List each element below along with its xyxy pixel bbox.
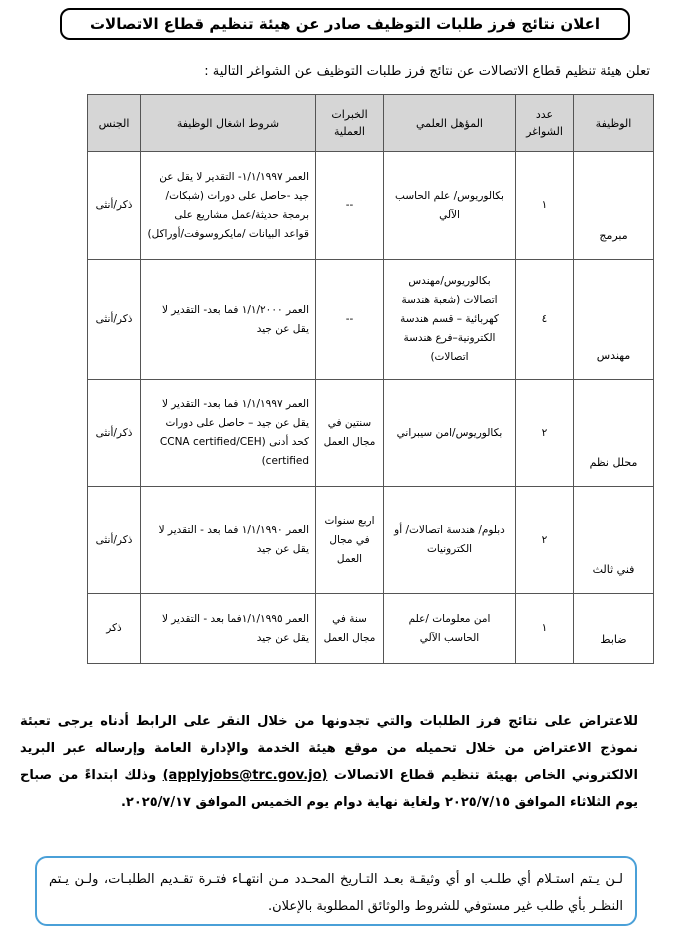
cell-vacancies: ١ (516, 594, 574, 664)
table-header-row (88, 95, 654, 152)
cell-qualification: بكالوريوس/مهندس اتصالات (شعبة هندسة كهربائية – قسم هندسة الكترونية–فرع هندسة اتصالات) (384, 260, 516, 380)
cell-conditions: العمر ١/١/١٩٩٧- التقدير لا يقل عن جيد -حاصل على دورات (شبكات/برمجة حديثة/عمل مشاريع على قواعد البيانات /مايكروسوفت/أوراكل) (141, 152, 316, 260)
cell-job: فني ثالث (574, 487, 654, 594)
header-vacancies: عدد الشواغر (516, 95, 574, 152)
cell-job: ضابط (574, 594, 654, 664)
cell-gender: ذكر/أنثى (88, 380, 141, 487)
cell-experience: -- (316, 152, 384, 260)
cell-experience: سنتين في مجال العمل (316, 380, 384, 487)
objection-notice (20, 708, 638, 816)
cell-job: محلل نظم (574, 380, 654, 487)
intro-text: تعلن هيئة تنظيم قطاع الاتصالات عن نتائج فرز طلبات التوظيف عن الشواغر التالية : (204, 64, 650, 79)
cell-qualification: امن معلومات /علم الحاسب الآلي (384, 594, 516, 664)
table-row (88, 487, 654, 594)
cell-experience: -- (316, 260, 384, 380)
cell-qualification: بكالوريوس/امن سيبراني (384, 380, 516, 487)
table-row (88, 380, 654, 487)
cell-qualification: دبلوم/ هندسة اتصالات/ أو الكترونيات (384, 487, 516, 594)
header-experience: الخبرات العملية (316, 95, 384, 152)
header-conditions: شروط اشغال الوظيفة (141, 95, 316, 152)
cell-conditions: العمر ١/١/١٩٩٧ فما بعد- التقدير لا يقل عن جيد – حاصل على دورات كحد أدنى CCNA certified/CEH) (certified (141, 380, 316, 487)
cell-gender: ذكر (88, 594, 141, 664)
cell-gender: ذكر/أنثى (88, 260, 141, 380)
cell-vacancies: ٤ (516, 260, 574, 380)
table-row (88, 260, 654, 380)
cell-gender: ذكر/أنثى (88, 487, 141, 594)
announcement-title (60, 8, 630, 40)
cell-conditions: العمر ١/١/١٩٩٠ فما بعد - التقدير لا يقل عن جيد (141, 487, 316, 594)
table-row (88, 594, 654, 664)
cell-job: مبرمج (574, 152, 654, 260)
cell-experience: سنة في مجال العمل (316, 594, 384, 664)
notice-text-before: للاعتراض على نتائج فرز الطلبات والتي تجدونها من خلال النقر على الرابط أدناه يرجى تعبئة نموذج الاعتراض من خلال تحميله من موقع هيئة الخدمة والإدارة العامة وإرساله عبر البريد الالكتروني الخاص بهيئة تنظيم قطاع الاتصالات (20, 714, 638, 783)
cell-vacancies: ٢ (516, 380, 574, 487)
header-job: الوظيفة (574, 95, 654, 152)
footer-note-box (35, 856, 637, 926)
header-qualification: المؤهل العلمي (384, 95, 516, 152)
cell-conditions: العمر ١/١/١٩٩٥فما بعد - التقدير لا يقل عن جيد (141, 594, 316, 664)
vacancies-table (87, 94, 654, 664)
header-gender: الجنس (88, 95, 141, 152)
cell-job: مهندس (574, 260, 654, 380)
cell-conditions: العمر ١/١/٢٠٠٠ فما بعد- التقدير لا يقل عن جيد (141, 260, 316, 380)
table-row (88, 152, 654, 260)
email-link[interactable]: (applyjobs@trc.gov.jo) (162, 768, 328, 783)
cell-qualification: بكالوريوس/ علم الحاسب الآلي (384, 152, 516, 260)
title-text: اعلان نتائج فرز طلبات التوظيف صادر عن هيئة تنظيم قطاع الاتصالات (89, 15, 601, 33)
cell-experience: اربع سنوات في مجال العمل (316, 487, 384, 594)
cell-vacancies: ١ (516, 152, 574, 260)
cell-gender: ذكر/أنثى (88, 152, 141, 260)
cell-vacancies: ٢ (516, 487, 574, 594)
notice-text-after: وذلك ابتداءً من صباح يوم الثلاثاء الموافق ٢٠٢٥/٧/١٥ ولغاية نهاية دوام يوم الخميس الموافق ٢٠٢٥/٧/١٧. (20, 768, 638, 810)
footer-note-text: لـن يـتم استـلام أي طلـب او أي وثيقـة بعـد التـاريخ المحـدد مـن انتهـاء فتـرة تقـديم الطلبـات، ولـن يـتم النظـر بأي طلب غير مستوفي للشروط والوثائق المطلوبة بالإعلان. (49, 872, 623, 914)
